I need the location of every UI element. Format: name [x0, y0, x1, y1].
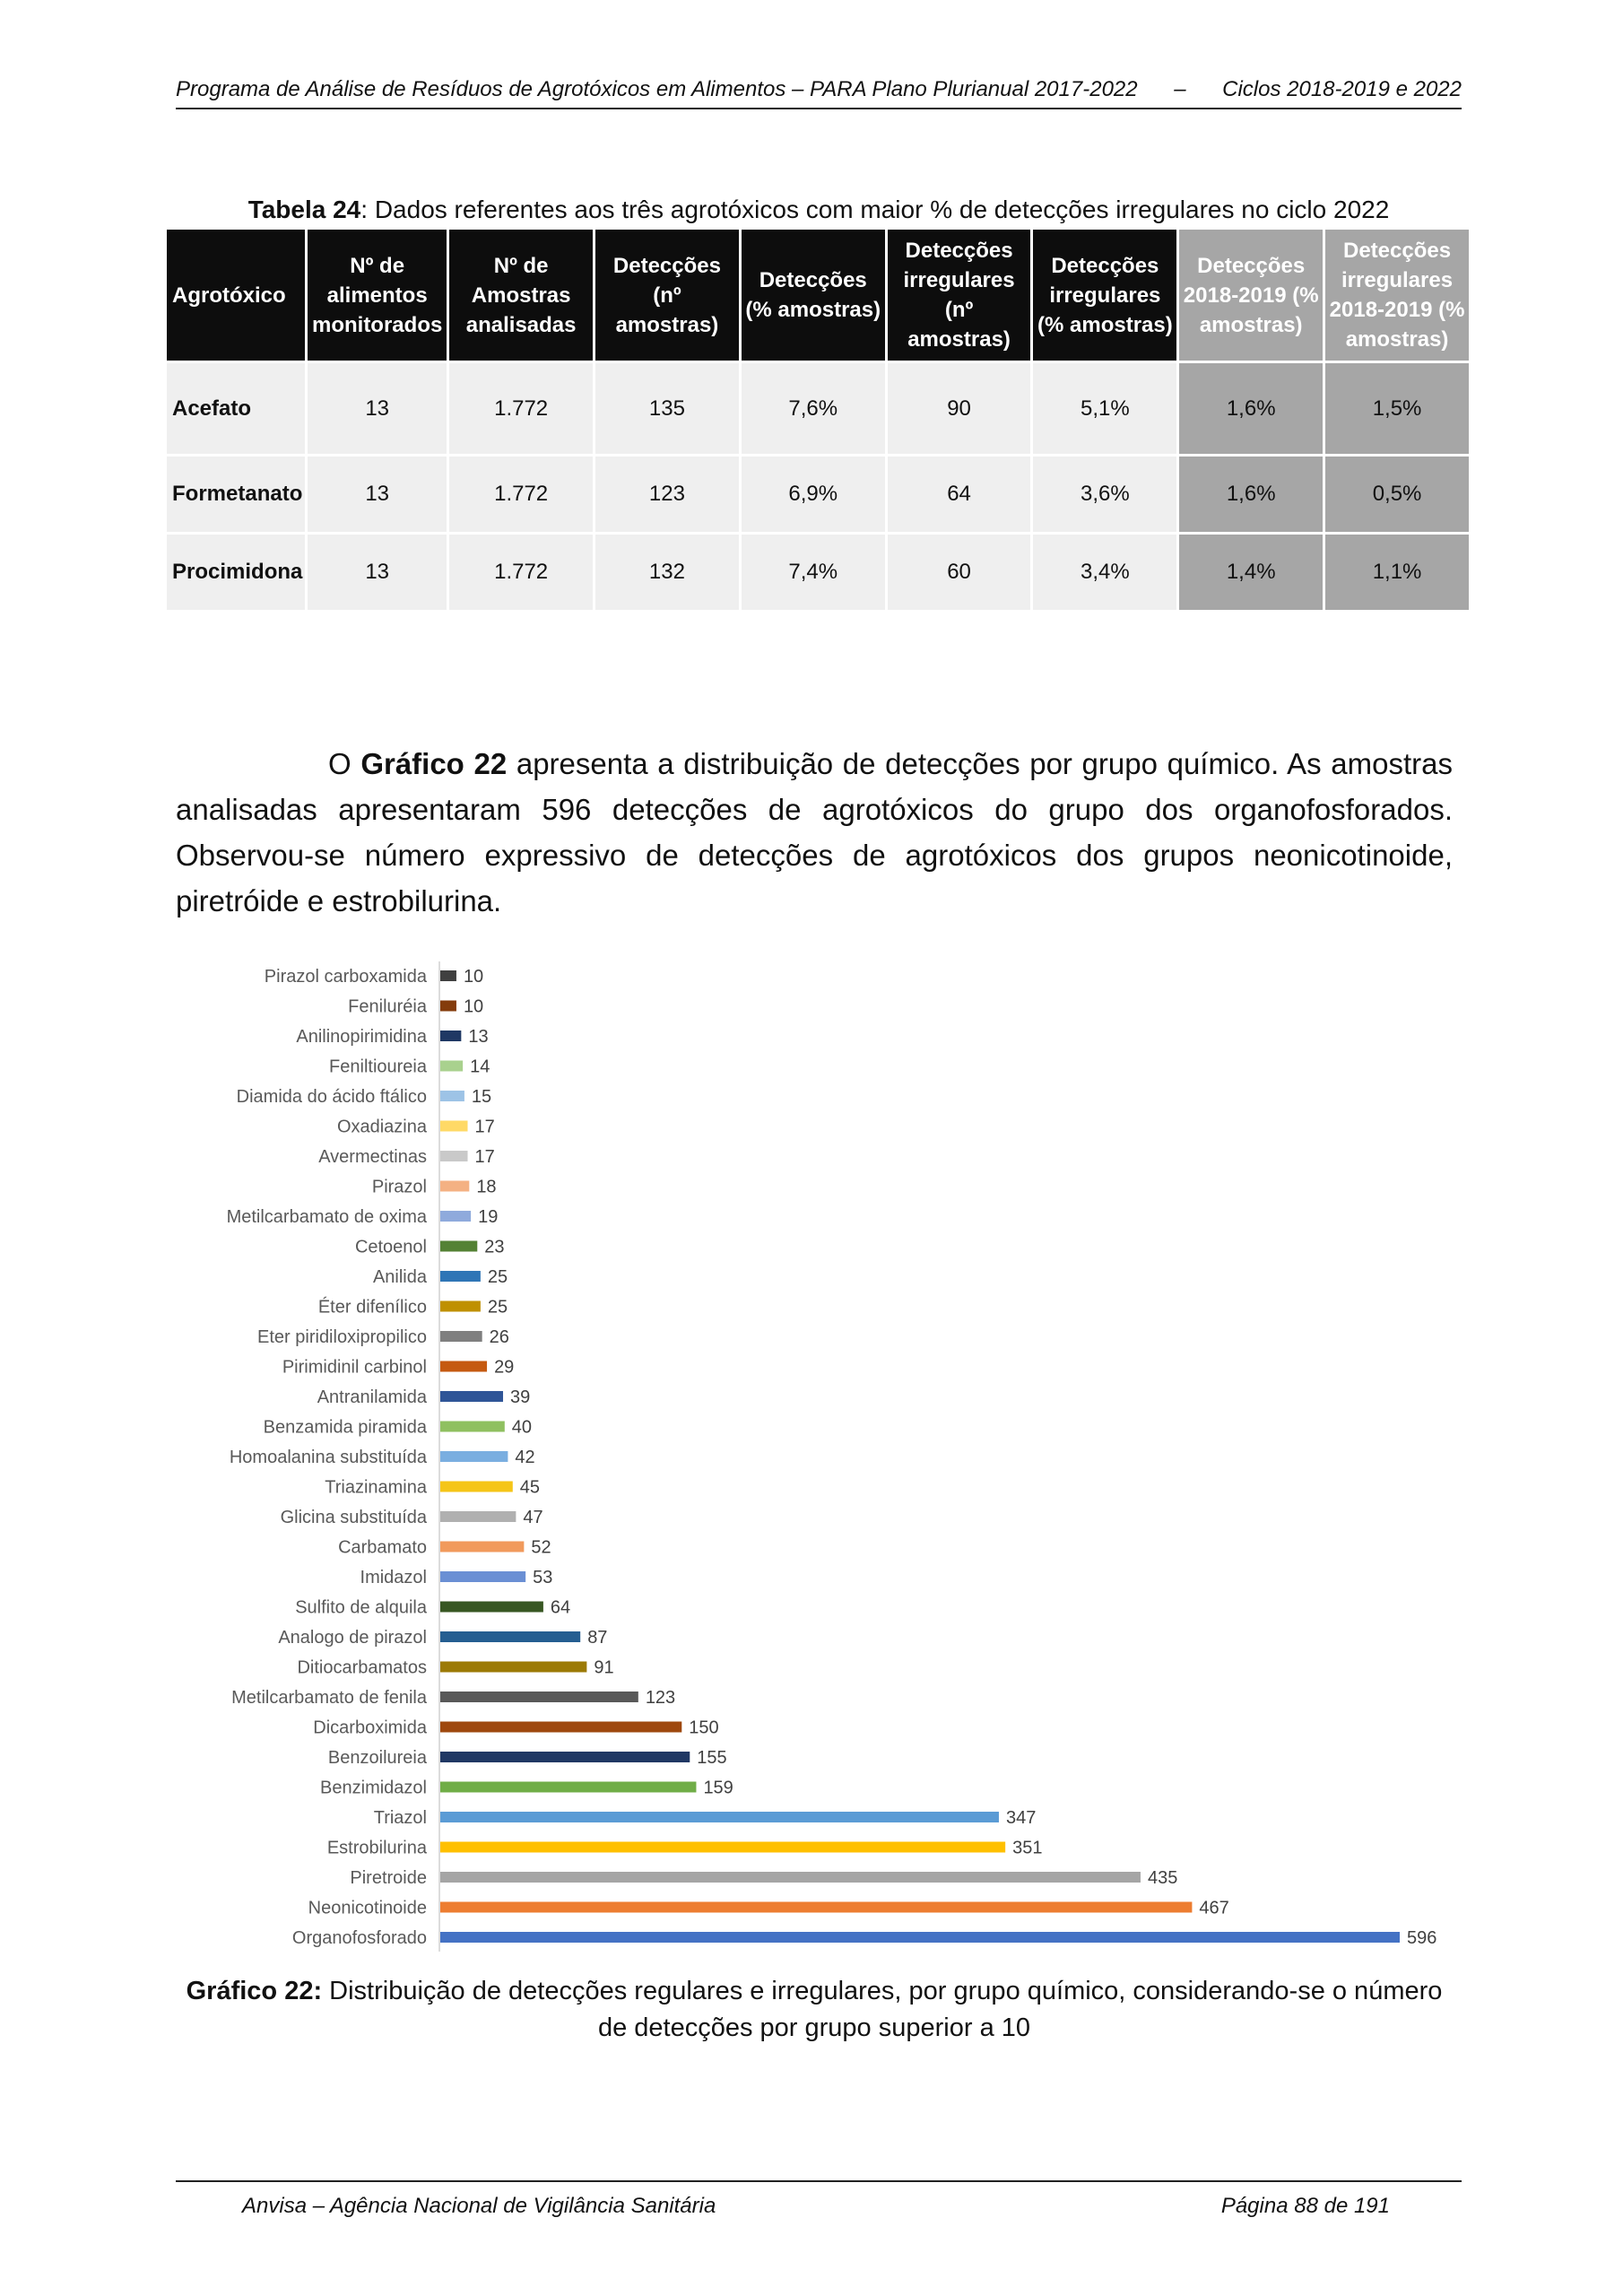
cell-deteccoes-pct: 6,9%	[742, 454, 885, 532]
bar	[440, 1932, 1400, 1943]
table-caption	[164, 196, 1473, 224]
category-label: Benzimidazol	[320, 1778, 427, 1798]
table-caption-label: Tabela 24	[247, 196, 361, 223]
bar	[440, 1511, 516, 1522]
col-header-deteccoes-n: Detecções (nº amostras)	[595, 230, 739, 361]
category-label: Pirazol carboxamida	[264, 967, 427, 987]
category-label: Estrobilurina	[326, 1838, 427, 1858]
chart-caption-text: Distribuição de detecções regulares e irregulares, por grupo químico, considerando-se o número de detecções por grupo superior a 10	[322, 1977, 1443, 2042]
cell-deteccoes-n: 123	[595, 454, 739, 532]
data-label: 42	[515, 1448, 535, 1467]
bar	[440, 1091, 464, 1101]
bar	[440, 1842, 1005, 1853]
bar	[440, 1752, 690, 1762]
bar	[440, 970, 456, 981]
category-label: Diamida do ácido ftálico	[236, 1087, 427, 1107]
cell-irregulares-2018: 0,5%	[1325, 454, 1469, 532]
category-label: Cetoenol	[354, 1237, 427, 1257]
col-header-deteccoes-pct: Detecções (% amostras)	[742, 230, 885, 361]
col-header-irregulares-n: Detecções irregulares (nº amostras)	[888, 230, 1031, 361]
bar	[440, 1602, 543, 1613]
bar	[440, 1241, 477, 1252]
data-label: 23	[484, 1237, 505, 1257]
category-label: Anilida	[372, 1267, 427, 1287]
page-header	[176, 77, 1462, 109]
category-label: Oxadiazina	[336, 1117, 427, 1137]
data-label: 14	[470, 1057, 490, 1077]
col-header-amostras: Nº de Amostras analisadas	[449, 230, 593, 361]
table-row	[167, 532, 1469, 610]
cell-deteccoes-n: 135	[595, 361, 739, 454]
data-label: 351	[1012, 1838, 1043, 1858]
bar	[440, 1782, 696, 1793]
category-label: Metilcarbamato de fenila	[231, 1688, 427, 1708]
bar	[440, 1542, 524, 1552]
col-header-agrotoxico: Agrotóxico	[167, 230, 305, 361]
data-label: 45	[519, 1477, 541, 1498]
header-right: Ciclos 2018-2019 e 2022	[1222, 77, 1462, 101]
cell-deteccoes-pct: 7,4%	[742, 532, 885, 610]
footer-page-number: Página 88 de 191	[1220, 2194, 1390, 2218]
cell-alimentos: 13	[308, 454, 447, 532]
bar	[440, 1902, 1192, 1913]
cell-deteccoes-2018: 1,6%	[1179, 454, 1323, 532]
bar	[440, 1121, 468, 1132]
cell-agrotoxico: Acefato	[167, 361, 305, 454]
category-label: Benzamida piramida	[263, 1417, 427, 1438]
pesticide-table	[164, 230, 1471, 610]
bar	[440, 1631, 580, 1642]
paragraph-text: apresenta a distribuição de detecções por grupo químico. As amostras analisadas apresentaram 596 detecções de agrotóxicos do grupo dos organofosforados. Observou-se número expressivo de detecções de agrotóxicos dos grupos neonicotinoide, piretróide e estrobilurina.	[176, 747, 1453, 918]
category-label: Éter difenílico	[317, 1297, 427, 1318]
data-label: 17	[474, 1147, 495, 1167]
category-label: Analogo de pirazol	[278, 1628, 427, 1648]
col-header-irregulares-pct: Detecções irregulares (% amostras)	[1033, 230, 1176, 361]
category-label: Homoalanina substituída	[229, 1448, 427, 1467]
cell-agrotoxico: Procimidona	[167, 532, 305, 610]
paragraph-start: O	[328, 747, 361, 780]
cell-irregulares-pct: 3,4%	[1033, 532, 1176, 610]
data-label: 87	[587, 1628, 608, 1648]
chart-caption	[176, 1973, 1453, 2047]
category-label: Pirazol	[371, 1177, 427, 1197]
table-header-row	[167, 230, 1469, 361]
data-label: 64	[550, 1597, 571, 1618]
bar	[440, 1031, 461, 1041]
bar	[440, 1331, 482, 1342]
bar	[440, 1872, 1141, 1883]
data-label: 25	[487, 1297, 508, 1318]
data-label: 47	[523, 1508, 543, 1527]
cell-alimentos: 13	[308, 532, 447, 610]
category-label: Feniltioureia	[329, 1057, 427, 1077]
footer-left: Anvisa – Agência Nacional de Vigilância Sanitária	[242, 2194, 716, 2218]
cell-amostras: 1.772	[449, 361, 593, 454]
bar	[440, 1391, 503, 1402]
category-label: Triazol	[373, 1808, 427, 1828]
bar	[440, 1271, 481, 1282]
data-label: 25	[487, 1267, 508, 1287]
table-caption-text: : Dados referentes aos três agrotóxicos com maior % de detecções irregulares no ciclo 2022	[360, 196, 1390, 223]
cell-irregulares-n: 64	[888, 454, 1031, 532]
data-label: 155	[697, 1748, 727, 1768]
data-label: 10	[463, 996, 484, 1017]
category-label: Imidazol	[360, 1568, 427, 1587]
bar	[440, 1422, 505, 1432]
header-left: Programa de Análise de Resíduos de Agrotóxicos em Alimentos – PARA Plano Plurianual 2017-2022	[176, 77, 1138, 101]
cell-alimentos: 13	[308, 361, 447, 454]
data-label: 91	[594, 1657, 614, 1678]
bar	[440, 1812, 999, 1822]
data-label: 467	[1199, 1898, 1229, 1918]
cell-irregulares-n: 60	[888, 532, 1031, 610]
data-label: 29	[494, 1357, 515, 1378]
cell-irregulares-pct: 5,1%	[1033, 361, 1176, 454]
bar	[440, 1301, 481, 1312]
data-label: 596	[1407, 1928, 1437, 1948]
data-label: 26	[489, 1327, 509, 1347]
data-label: 40	[511, 1417, 533, 1438]
cell-irregulares-2018: 1,5%	[1325, 361, 1469, 454]
cell-irregulares-2018: 1,1%	[1325, 532, 1469, 610]
bar	[440, 1181, 469, 1192]
data-label: 159	[703, 1778, 733, 1798]
cell-deteccoes-2018: 1,4%	[1179, 532, 1323, 610]
table-row	[167, 361, 1469, 454]
data-label: 347	[1005, 1808, 1037, 1828]
data-label: 52	[531, 1537, 551, 1558]
category-label: Pirimidinil carbinol	[282, 1357, 427, 1378]
category-label: Neonicotinoide	[308, 1898, 427, 1918]
bar	[440, 1211, 471, 1222]
table-row	[167, 454, 1469, 532]
footer-divider	[176, 2180, 1462, 2182]
cell-deteccoes-pct: 7,6%	[742, 361, 885, 454]
data-label: 435	[1147, 1868, 1178, 1888]
bar	[440, 1361, 487, 1372]
category-label: Feniluréia	[348, 996, 427, 1017]
cell-deteccoes-2018: 1,6%	[1179, 361, 1323, 454]
category-label: Piretroide	[350, 1868, 427, 1888]
data-label: 19	[478, 1207, 499, 1227]
body-paragraph	[176, 741, 1453, 924]
category-label: Carbamato	[338, 1537, 427, 1558]
col-header-deteccoes-2018: Detecções 2018-2019 (% amostras)	[1179, 230, 1323, 361]
cell-agrotoxico: Formetanato	[167, 454, 305, 532]
cell-amostras: 1.772	[449, 454, 593, 532]
category-label: Dicarboximida	[313, 1718, 427, 1738]
category-label: Eter piridiloxipropilico	[257, 1327, 427, 1347]
bar	[440, 1451, 508, 1462]
data-label: 39	[510, 1387, 531, 1407]
category-label: Glicina substituída	[280, 1508, 427, 1527]
data-label: 15	[471, 1087, 492, 1107]
category-label: Antranilamida	[317, 1387, 427, 1407]
bar	[440, 1001, 456, 1012]
category-label: Organofosforado	[291, 1928, 427, 1948]
data-label: 53	[533, 1568, 553, 1587]
category-label: Ditiocarbamatos	[297, 1657, 427, 1678]
bar	[440, 1692, 638, 1702]
chart-caption-label: Gráfico 22:	[186, 1977, 323, 2005]
data-label: 17	[474, 1117, 495, 1137]
category-label: Benzoilureia	[327, 1748, 427, 1768]
bar	[440, 1061, 463, 1072]
data-label: 10	[463, 967, 484, 987]
cell-irregulares-pct: 3,6%	[1033, 454, 1176, 532]
bar	[440, 1662, 586, 1673]
data-label: 150	[689, 1718, 719, 1738]
data-label: 13	[468, 1027, 489, 1047]
cell-irregulares-n: 90	[888, 361, 1031, 454]
cell-deteccoes-n: 132	[595, 532, 739, 610]
paragraph-chart-ref: Gráfico 22	[360, 747, 508, 780]
category-label: Sulfito de alquila	[295, 1597, 427, 1618]
bar	[440, 1151, 468, 1161]
bar	[440, 1722, 681, 1733]
category-label: Metilcarbamato de oxima	[226, 1207, 427, 1227]
data-label: 123	[645, 1688, 676, 1708]
category-label: Triazinamina	[325, 1477, 427, 1498]
col-header-irregulares-2018: Detecções irregulares 2018-2019 (% amostras)	[1325, 230, 1469, 361]
bar	[440, 1571, 525, 1582]
bar	[440, 1482, 513, 1492]
category-label: Anilinopirimidina	[296, 1027, 427, 1047]
category-label: Avermectinas	[318, 1147, 427, 1167]
bar-chart	[161, 951, 1471, 1955]
cell-amostras: 1.772	[449, 532, 593, 610]
data-label: 18	[476, 1177, 497, 1197]
col-header-alimentos: Nº de alimentos monitorados	[308, 230, 447, 361]
header-dash: –	[1174, 77, 1186, 101]
